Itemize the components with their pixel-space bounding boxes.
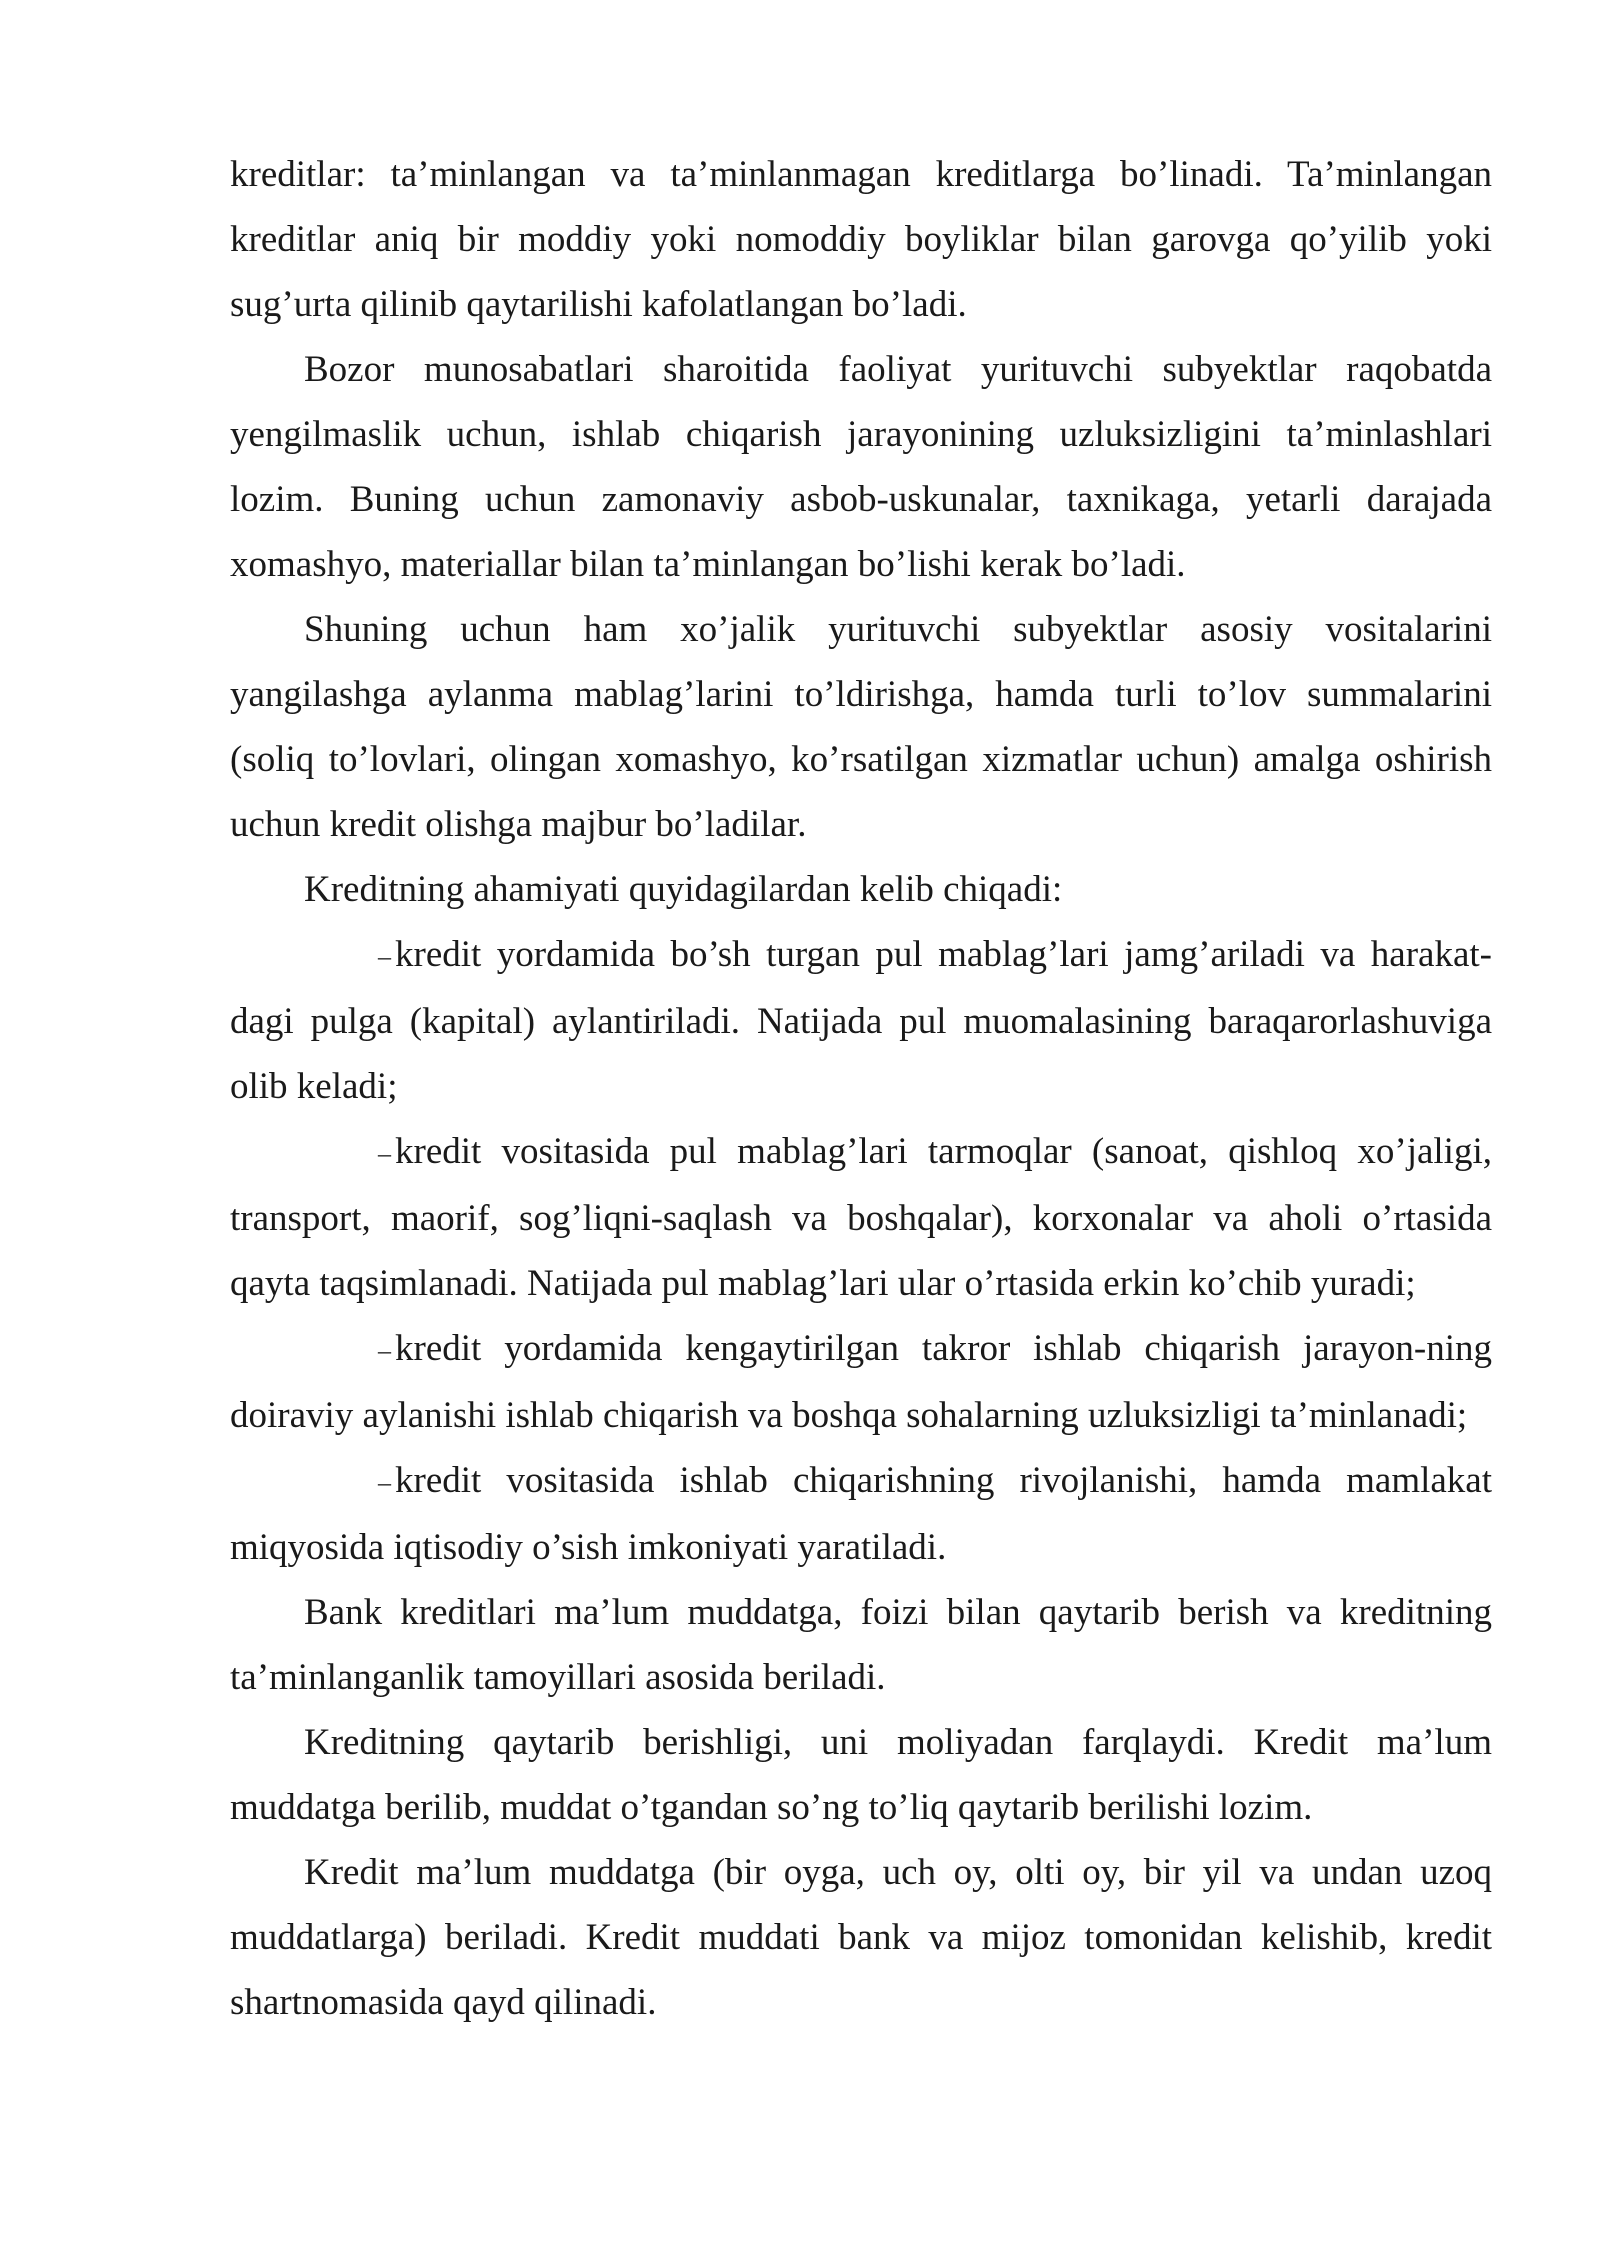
paragraph-list-intro: Kreditning ahamiyati quyidagilardan kelib chiqadi:	[304, 869, 1063, 910]
list-item	[230, 1448, 1492, 1580]
dash-bullet-icon: –	[378, 1139, 391, 1168]
list-item-text: kredit yordamida bo’sh turgan pul mablag’lari jamg’ariladi va harakat-dagi pulga (kapital) aylantiriladi. Natijada pul muomalasining baraqarorlashuviga olib keladi;	[230, 934, 1492, 1107]
list-item-text: kredit vositasida ishlab chiqarishning rivojlanishi, hamda mamlakat miqyosida iqtisodiy o’sish imkoniyati yaratiladi.	[230, 1460, 1492, 1568]
paragraph: Kredit ma’lum muddatga (bir oyga, uch oy, olti oy, bir yil va undan uzoq muddatlarga) beriladi. Kredit muddati bank va mijoz tomonidan kelishib, kredit shartnomasida qayd qilinadi.	[230, 1852, 1492, 2023]
paragraph: Bank kreditlari ma’lum muddatga, foizi bilan qaytarib berish va kreditning ta’minlanganlik tamoyillari asosida beriladi.	[230, 1592, 1492, 1698]
paragraph: Bozor munosabatlari sharoitida faoliyat yurituvchi subyektlar raqobatda yengilmaslik uchun, ishlab chiqarish jarayonining uzluksizligini ta’minlashlari lozim. Buning uchun zamonaviy asbob-uskunalar, taxnikaga, yetarli darajada xomashyo, materiallar bilan ta’minlangan bo’lishi kerak bo’ladi.	[230, 349, 1492, 585]
list-item	[230, 1119, 1492, 1316]
list-item	[230, 1316, 1492, 1448]
dash-bullet-icon: –	[378, 1468, 391, 1497]
paragraph: Kreditning qaytarib berishligi, uni moliyadan farqlaydi. Kredit ma’lum muddatga berilib, muddat o’tgandan so’ng to’liq qaytarib berilishi lozim.	[230, 1722, 1492, 1828]
paragraph-continued: kreditlar: ta’minlangan va ta’minlanmagan kreditlarga bo’linadi. Ta’minlangan kreditlar aniq bir moddiy yoki nomoddiy boyliklar bilan garovga qo’yilib yoki sug’urta qilinib qaytarilishi kafolatlangan bo’ladi.	[230, 154, 1492, 325]
dash-bullet-icon: –	[378, 942, 391, 971]
paragraph: Shuning uchun ham xo’jalik yurituvchi subyektlar asosiy vositalarini yangilashga aylanma mablag’larini to’ldirishga, hamda turli to’lov summalarini (soliq to’lovlari, olingan xomashyo, ko’rsatilgan xizmatlar uchun) amalga oshirish uchun kredit olishga majbur bo’ladilar.	[230, 609, 1492, 845]
dash-bullet-icon: –	[378, 1336, 391, 1365]
list-item-text: kredit yordamida kengaytirilgan takror ishlab chiqarish jarayon-ning doiraviy aylanishi ishlab chiqarish va boshqa sohalarning uzluksizligi ta’minlanadi;	[230, 1328, 1492, 1436]
list-item-text: kredit vositasida pul mablag’lari tarmoqlar (sanoat, qishloq xo’jaligi, transport, maorif, sog’liqni-saqlash va boshqalar), korxonalar va aholi o’rtasida qayta taqsimlanadi. Natijada pul mablag’lari ular o’rtasida erkin ko’chib yuradi;	[230, 1131, 1492, 1304]
list-item	[230, 922, 1492, 1119]
document-page	[230, 142, 1492, 2035]
